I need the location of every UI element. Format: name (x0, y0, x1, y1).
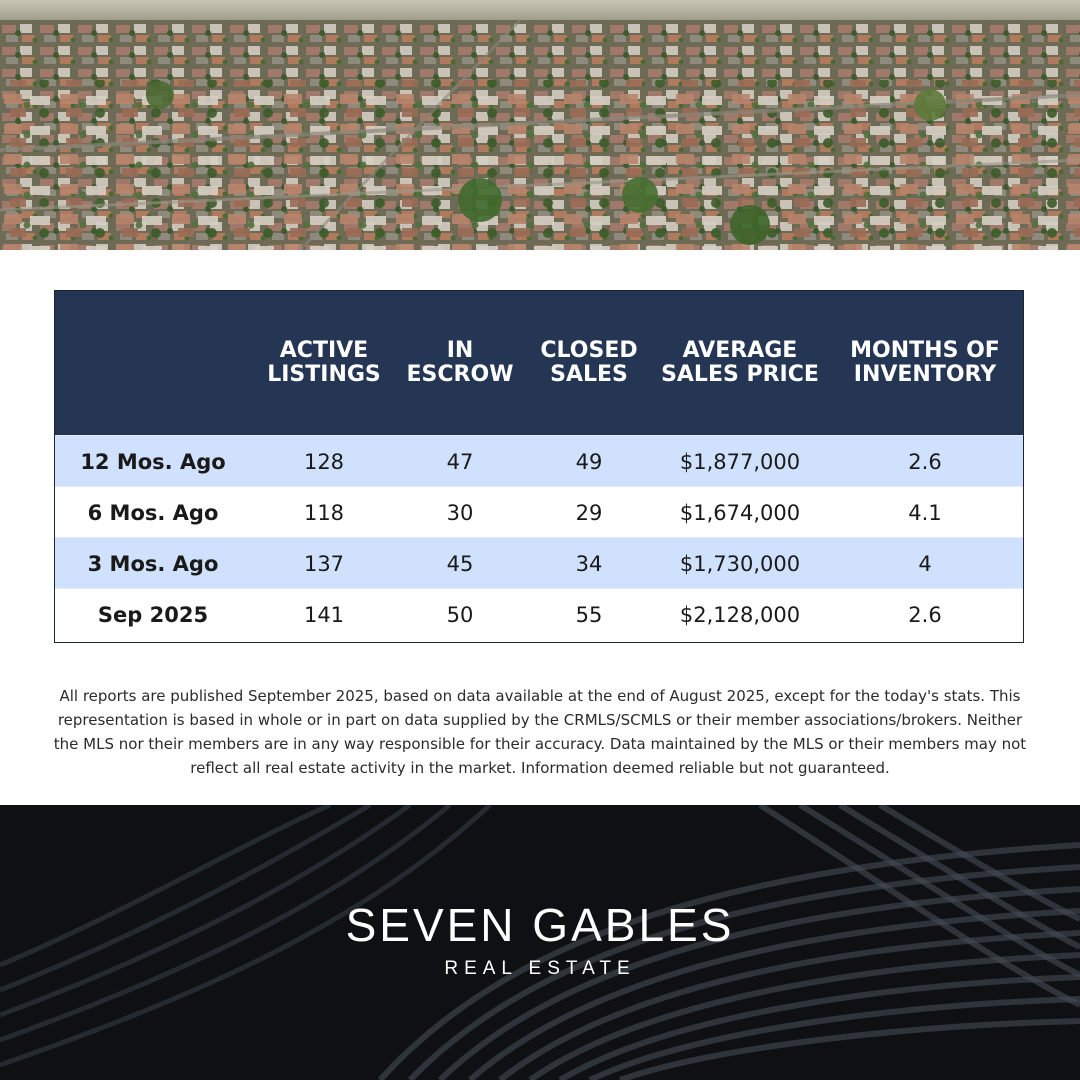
table-row (55, 435, 1023, 486)
cell-in-escrow: 47 (446, 450, 474, 474)
market-stats-table (54, 290, 1024, 643)
cell-months-of-inventory: 2.6 (908, 450, 942, 474)
cell-in-escrow: 50 (446, 603, 474, 627)
cell-months-of-inventory: 4.1 (908, 501, 942, 525)
cell-months-of-inventory: 2.6 (908, 603, 942, 627)
cell-closed-sales: 34 (575, 552, 603, 576)
cell-closed-sales: 29 (575, 501, 603, 525)
cell-average-sales-price: $1,674,000 (679, 501, 801, 525)
brand-name: SEVEN GABLES (345, 899, 735, 951)
cell-active-listings: 128 (303, 450, 345, 474)
header-in-escrow: IN ESCROW (406, 338, 514, 387)
row-label: 12 Mos. Ago (80, 450, 226, 474)
cell-active-listings: 118 (303, 501, 345, 525)
cell-in-escrow: 30 (446, 501, 474, 525)
cell-average-sales-price: $2,128,000 (679, 603, 801, 627)
cell-active-listings: 137 (303, 552, 345, 576)
aerial-neighborhood-photo (0, 0, 1080, 250)
header-months-of-inventory: MONTHS OF INVENTORY (850, 338, 1000, 387)
row-label: 3 Mos. Ago (87, 552, 219, 576)
row-label: 6 Mos. Ago (87, 501, 219, 525)
table-row (55, 588, 1023, 639)
brand-footer (0, 805, 1080, 1080)
cell-months-of-inventory: 4 (918, 552, 932, 576)
table-header-row (55, 291, 1023, 435)
header-active-listings: ACTIVE LISTINGS (267, 338, 381, 387)
header-average-sales-price: AVERAGE SALES PRICE (661, 338, 819, 387)
cell-closed-sales: 55 (575, 603, 603, 627)
cell-in-escrow: 45 (446, 552, 474, 576)
header-closed-sales: CLOSED SALES (540, 338, 638, 387)
brand-tagline: REAL ESTATE (444, 958, 636, 979)
table-row (55, 486, 1023, 537)
disclaimer-text: All reports are published September 2025, based on data available at the end of August 2025, except for the today's stats. This representation is based in whole or in part on data supplied by the CRMLS/SCMLS or their member associations/brokers. Neither the MLS nor their members are in any way responsible for their accuracy. Data maintained by the MLS or their members may not reflect all real estate activity in the market. Information deemed reliable but not guaranteed. (53, 687, 1027, 777)
cell-active-listings: 141 (303, 603, 345, 627)
cell-average-sales-price: $1,877,000 (679, 450, 801, 474)
cell-closed-sales: 49 (575, 450, 603, 474)
cell-average-sales-price: $1,730,000 (679, 552, 801, 576)
table-row (55, 537, 1023, 588)
brand-logo (0, 900, 1080, 980)
row-label: Sep 2025 (97, 603, 209, 627)
